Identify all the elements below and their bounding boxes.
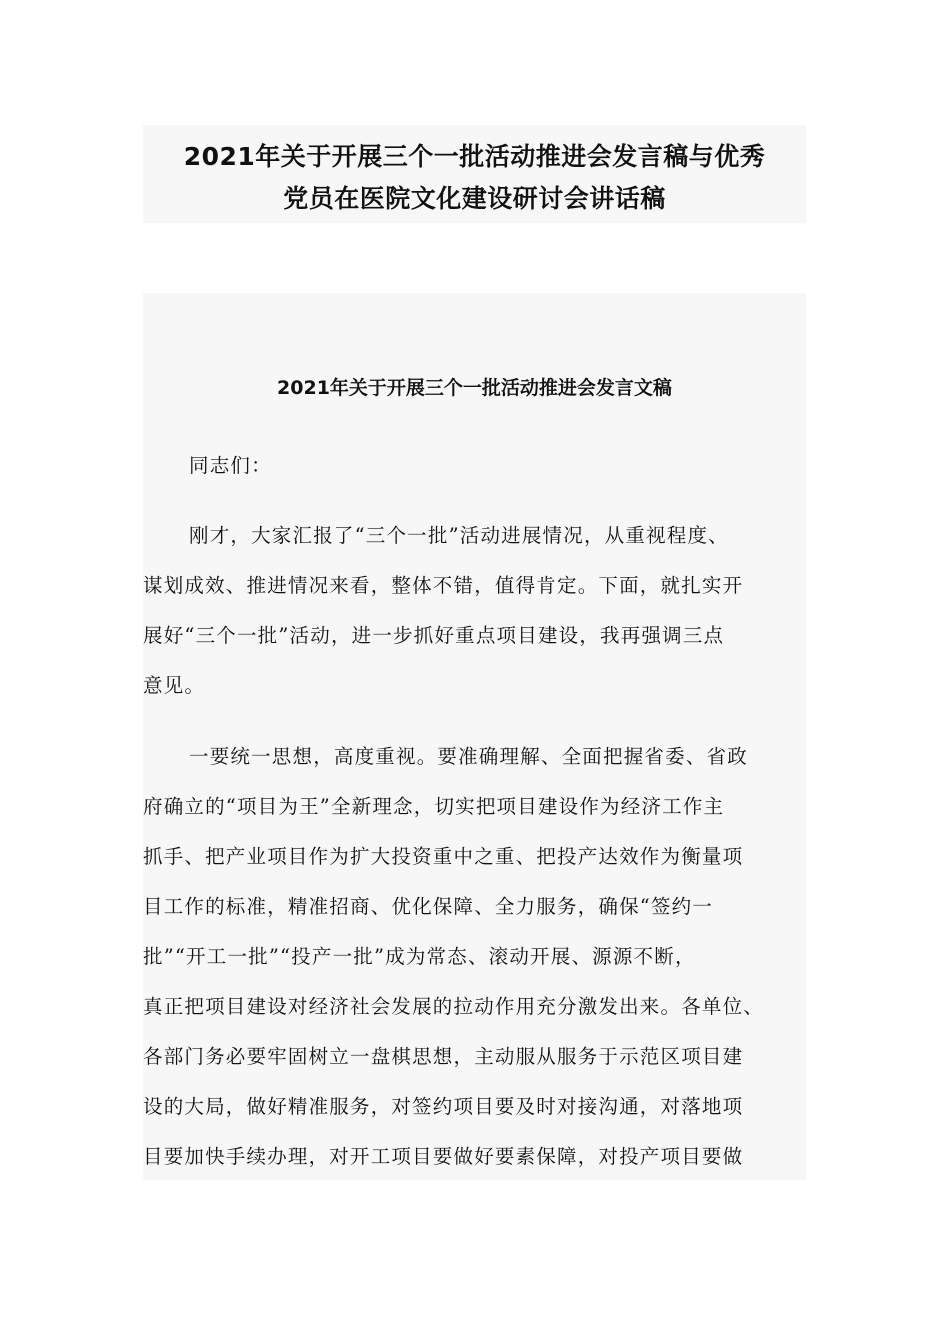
paragraph-line: 一要统一思想，高度重视。要准确理解、全面把握省委、省政 bbox=[189, 745, 748, 768]
paragraph-line: 意见。 bbox=[143, 674, 206, 697]
document-body bbox=[143, 293, 806, 1180]
paragraph-line: 目工作的标准，精准招商、优化保障、全力服务，确保“签约一 bbox=[143, 895, 714, 918]
paragraph-line: 抓手、把产业项目作为扩大投资重中之重、把投产达效作为衡量项 bbox=[143, 845, 744, 868]
paragraph-2 bbox=[143, 732, 806, 1180]
paragraph-line: 设的大局，做好精准服务，对签约项目要及时对接沟通，对落地项 bbox=[143, 1095, 744, 1118]
paragraph-line: 展好“三个一批”活动，进一步抓好重点项目建设，我再强调三点 bbox=[143, 624, 725, 647]
document-title-line-1: 2021年关于开展三个一批活动推进会发言稿与优秀 bbox=[183, 142, 766, 171]
paragraph-line: 目要加快手续办理，对开工项目要做好要素保障，对投产项目要做 bbox=[143, 1145, 744, 1168]
paragraph-1 bbox=[143, 511, 806, 711]
paragraph-line: 府确立的“项目为王”全新理念，切实把项目建设作为经济工作主 bbox=[143, 795, 725, 818]
document-title-line-2: 党员在医院文化建设研讨会讲话稿 bbox=[283, 184, 666, 213]
paragraph-line: 刚才，大家汇报了“三个一批”活动进展情况，从重视程度、 bbox=[189, 524, 729, 547]
paragraph-line: 批”“开工一批”“投产一批”成为常态、滚动开展、源源不断， bbox=[143, 945, 696, 968]
salutation: 同志们： bbox=[189, 454, 272, 477]
section-title: 2021年关于开展三个一批活动推进会发言文稿 bbox=[277, 377, 672, 399]
paragraph-line: 真正把项目建设对经济社会发展的拉动作用充分激发出来。各单位、 bbox=[143, 995, 765, 1018]
paragraph-line: 谋划成效、推进情况来看，整体不错，值得肯定。下面，就扎实开 bbox=[143, 574, 744, 597]
paragraph-line: 各部门务必要牢固树立一盘棋思想，主动服从服务于示范区项目建 bbox=[143, 1045, 744, 1068]
document-title bbox=[143, 125, 806, 223]
